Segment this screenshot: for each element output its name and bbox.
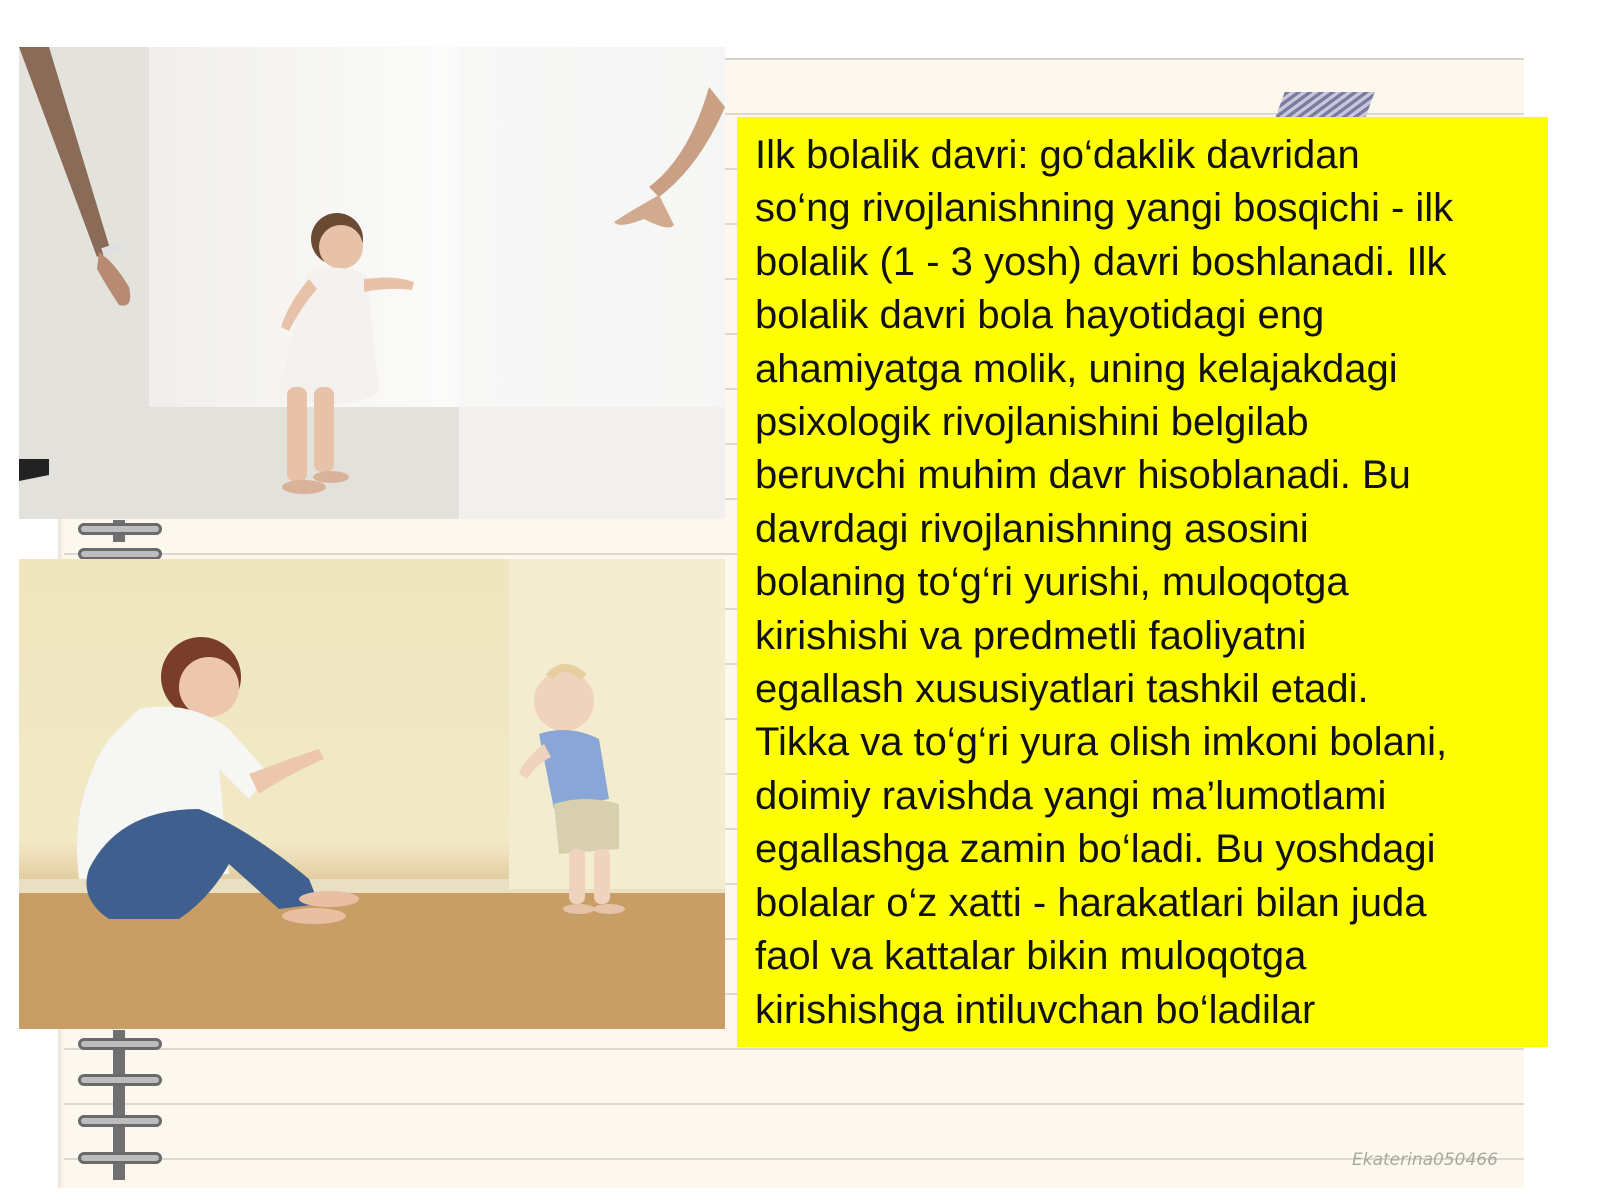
description-text-box [737, 117, 1548, 1047]
spiral-ring [78, 1115, 162, 1127]
spiral-ring [78, 1038, 162, 1050]
spiral-ring [78, 1074, 162, 1086]
spiral-ring [78, 523, 162, 535]
paper-clip-decoration [1275, 92, 1374, 118]
body-paragraph: Ilk bolalik davri: go‘daklik davridan so‘ng rivojlanishning yangi bosqichi - ilk bolalik (1 - 3 yosh) davri boshlanadi. Ilk bolalik davri bola hayotidagi eng ahamiyatga molik, uning kelajakdagi psixologik rivojlanishini belgilab beruvchi muhim davr hisoblanadi. Bu davrdagi rivojlanishning asosini bolaning to‘g‘ri yurishi, muloqotga kirishishi va predmetli faoliyatni egallash xususiyatlari tashkil etadi. Tikka va to‘g‘ri yura olish imkoni bolani, doimiy ravishda yangi ma’lumotlami egallashga zamin bo‘ladi. Bu yoshdagi bolalar o‘z xatti - harakatlari bilan juda faol va kattalar bikin muloqotga kirishishga intiluvchan bo‘ladilar [755, 133, 1454, 1032]
spiral-ring [78, 1152, 162, 1164]
toddler-first-steps-photo [19, 47, 725, 519]
watermark-text: Ekaterina050466 [1352, 1150, 1498, 1170]
mother-and-baby-photo [19, 559, 725, 1029]
